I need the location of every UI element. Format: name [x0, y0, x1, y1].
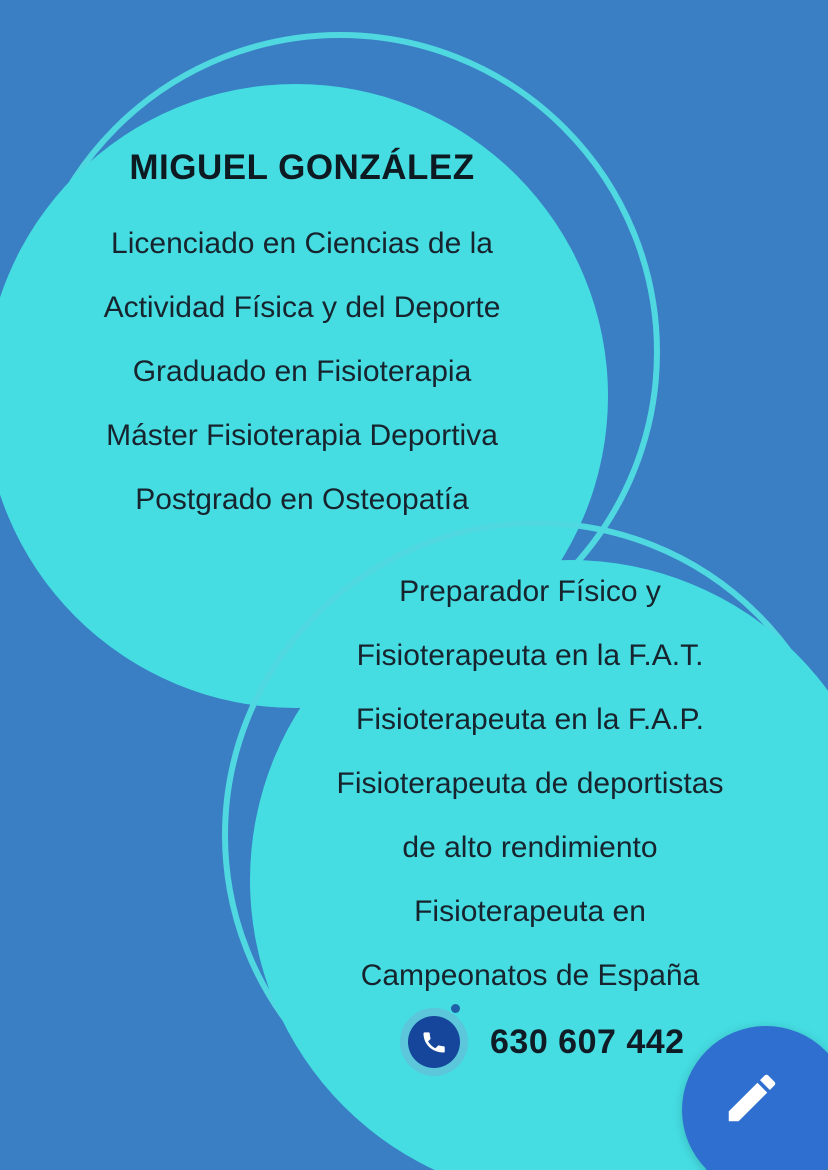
experience-block: [260, 560, 800, 1008]
phone-icon-dot: [451, 1004, 460, 1013]
experience-line: Fisioterapeuta en: [414, 895, 646, 928]
experience-line: Preparador Físico y: [399, 575, 661, 608]
credential-line: Licenciado en Ciencias de la: [111, 227, 493, 260]
credential-line: Graduado en Fisioterapia: [132, 355, 472, 388]
phone-row[interactable]: [400, 1008, 685, 1076]
phone-number[interactable]: 630 607 442: [490, 1022, 685, 1061]
experience-line: de alto rendimiento: [402, 831, 658, 864]
experience-line: Fisioterapeuta de deportistas: [336, 767, 724, 800]
experience-line: Fisioterapeuta en la F.A.T.: [356, 639, 704, 672]
phone-icon-circle: [408, 1016, 460, 1068]
phone-icon: [400, 1008, 468, 1076]
person-name: MIGUEL GONZÁLEZ: [129, 148, 475, 187]
credential-line: Máster Fisioterapia Deportiva: [106, 419, 498, 452]
credential-line: Actividad Física y del Deporte: [103, 291, 501, 324]
experience-line: Fisioterapeuta en la F.A.P.: [356, 703, 704, 736]
experience-line: Campeonatos de España: [360, 959, 700, 992]
credentials-block: [24, 148, 580, 532]
credential-line: Postgrado en Osteopatía: [135, 483, 469, 516]
